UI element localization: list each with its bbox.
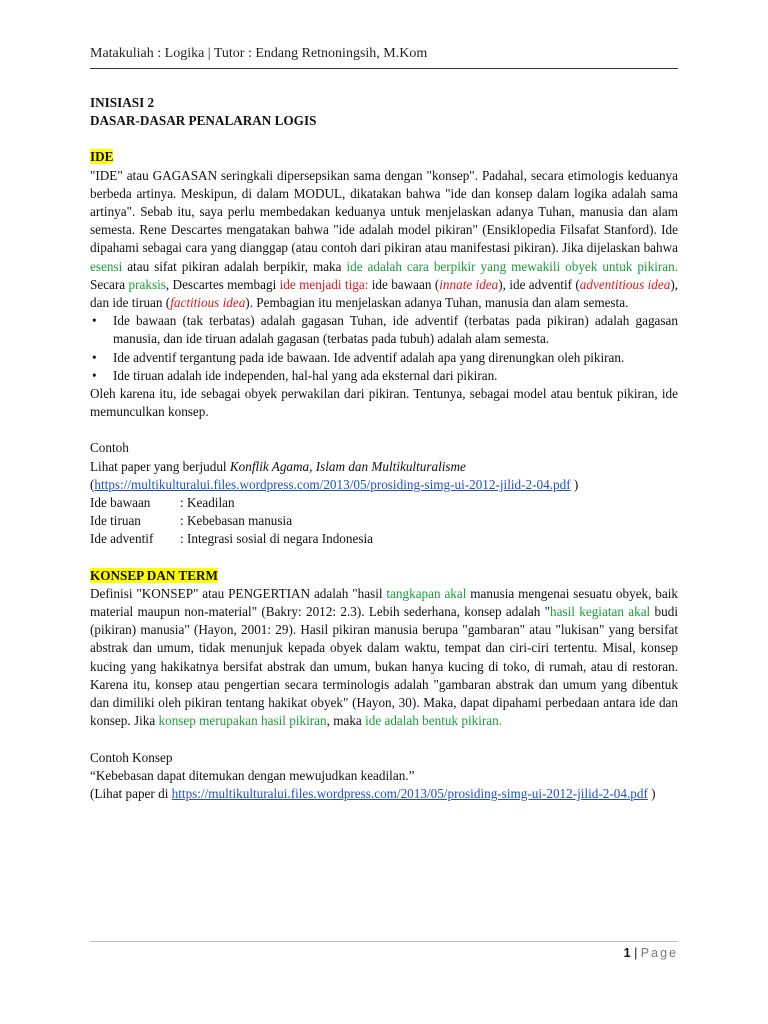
- header-divider: [90, 68, 678, 69]
- contoh-konsep-quote: “Kebebasan dapat ditemukan dengan mewujudkan keadilan.”: [90, 767, 415, 783]
- footer-divider: [90, 941, 678, 942]
- contoh-konsep-label: Contoh Konsep: [90, 749, 173, 765]
- paper-title: Konflik Agama, Islam dan Multikulturalisme: [229, 458, 466, 474]
- highlight-red-italic: adventitious idea: [579, 276, 671, 292]
- page-number: 1: [623, 946, 631, 960]
- ide-paragraph: [90, 167, 678, 313]
- konsep-paragraph: [90, 585, 678, 731]
- highlight-red-italic: innate idea: [439, 276, 499, 292]
- text-span: atau sifat pikiran adalah berpikir, maka: [122, 258, 347, 274]
- text-span: ): [570, 476, 579, 492]
- title-line-1: INISIASI 2: [90, 95, 155, 110]
- contoh-label: Contoh: [90, 440, 129, 456]
- section-heading-ide: IDE: [90, 149, 114, 165]
- highlight-green: esensi: [90, 258, 123, 274]
- text-span: ), dan ide tiruan (: [90, 276, 679, 311]
- title-line-2: DASAR-DASAR PENALARAN LOGIS: [90, 113, 317, 129]
- contoh-konsep-reference: [90, 785, 678, 803]
- list-item: • Ide adventif tergantung pada ide bawaan. Ide adventif adalah apa yang direnungkan oleh pikiran.: [90, 349, 678, 367]
- contoh-key: Ide tiruan: [90, 513, 141, 529]
- contoh-intro: [90, 458, 678, 476]
- paper-link[interactable]: https://multikulturalui.files.wordpress.com/2013/05/prosiding-simg-ui-2012-jilid-2-04.pdf: [94, 476, 571, 492]
- list-item: • Ide tiruan adalah ide independen, hal-hal yang ada eksternal dari pikiran.: [90, 367, 678, 385]
- highlight-green: ide adalah cara berpikir yang mewakili obyek untuk pikiran.: [346, 258, 678, 274]
- text-span: , maka: [326, 713, 366, 729]
- highlight-green: hasil kegiatan akal: [550, 604, 651, 620]
- contoh-value: : Keadilan: [180, 495, 235, 511]
- text-span: ), ide adventif (: [498, 276, 580, 292]
- page-label: Page: [640, 946, 678, 960]
- contoh-row: [90, 512, 678, 530]
- contoh-value: : Kebebasan manusia: [180, 513, 293, 529]
- highlight-green: tangkapan akal: [386, 585, 467, 601]
- text-span: "IDE" atau GAGASAN seringkali dipersepsikan sama dengan "konsep". Padahal, secara etimologis keduanya berbeda artinya. Meskipun, di dalam MODUL, dikatakan bahwa "ide dan konsep dalam logika adalah sama artinya". Sebab itu, saya perlu membedakan keduanya untuk menjelaskan adanya Tuhan, manusia dan alam semesta. Rene Descartes mengatakan bahwa "ide adalah model pikiran" (Ensiklopedia Filsafat Stanford). Ide dipahami sebagai cara yang dianggap (atau contoh dari pikiran atau manifestasi pikiran). Jika dijelaskan bahwa: [90, 167, 678, 256]
- highlight-green: konsep merupakan hasil pikiran: [158, 713, 327, 729]
- text-span: ). Pembagian itu menjelaskan adanya Tuhan, manusia dan alam semesta.: [245, 295, 629, 311]
- text-span: , Descartes membagi: [165, 276, 280, 292]
- text-span: manusia mengenai sesuatu obyek, baik material maupun non-material" (Bakry: 2012: 2.3). Lebih sederhana, konsep adalah ": [90, 585, 679, 620]
- highlight-red: ide menjadi tiga:: [279, 276, 369, 292]
- text-span: budi (pikiran) manusia" (Hayon, 2001: 29). Hasil pikiran manusia berupa "gambaran" atau "lukisan" yang bersifat abstrak dan umum, tidak menunjuk kepada obyek dalam waktu, tempat dan ciri-ciri tertentu. Misal, konsep kucing yang hakikatnya bersifat abstrak dan umum, bukan hanya kucing di toko, di rumah, atau di restoran. Karena itu, konsep atau pengertian secara terminologis adalah "gambaran abstrak dan umum yang dibentuk dan dimiliki oleh pikiran tentang hakikat obyek" (Hayon, 30). Maka, dapat dipahami perbedaan antara ide dan konsep. Jika: [90, 604, 678, 729]
- list-item: • Ide bawaan (tak terbatas) adalah gagasan Tuhan, ide adventif (terbatas pada pikiran) adalah gagasan manusia, dan ide tiruan adalah gagasan (terbatas pada tubuh) adalah alam semesta.: [90, 312, 678, 348]
- contoh-value: : Integrasi sosial di negara Indonesia: [180, 531, 373, 547]
- contoh-row: [90, 530, 678, 548]
- contoh-key: Ide bawaan: [90, 495, 151, 511]
- text-span: Lihat paper yang berjudul: [90, 458, 230, 474]
- text-span: (Lihat paper di: [90, 785, 172, 801]
- page-footer: [624, 944, 678, 962]
- ide-closing-paragraph: Oleh karena itu, ide sebagai obyek perwakilan dari pikiran. Tentunya, sebagai model atau bentuk pikiran, ide memunculkan konsep.: [90, 386, 678, 420]
- section-heading-konsep: KONSEP DAN TERM: [90, 567, 218, 583]
- text-span: Definisi "KONSEP" atau PENGERTIAN adalah "hasil: [90, 585, 387, 601]
- text-span: ): [647, 785, 656, 801]
- text-span: Secara: [90, 276, 129, 292]
- highlight-red-italic: factitious idea: [170, 295, 246, 311]
- contoh-row: [90, 494, 678, 512]
- ide-bullet-list: [90, 312, 678, 385]
- text-span: (: [90, 476, 95, 492]
- highlight-green: praksis: [128, 276, 166, 292]
- footer-separator: |: [630, 946, 641, 960]
- paper-link[interactable]: https://multikulturalui.files.wordpress.com/2013/05/prosiding-simg-ui-2012-jilid-2-04.pdf: [171, 785, 648, 801]
- contoh-key: Ide adventif: [90, 531, 154, 547]
- text-span: ide bawaan (: [368, 276, 440, 292]
- contoh-link-line: [90, 476, 678, 494]
- document-body: [90, 94, 678, 803]
- page-header: Matakuliah : Logika | Tutor : Endang Retnoningsih, M.Kom: [90, 46, 428, 61]
- highlight-green: ide adalah bentuk pikiran.: [365, 713, 503, 729]
